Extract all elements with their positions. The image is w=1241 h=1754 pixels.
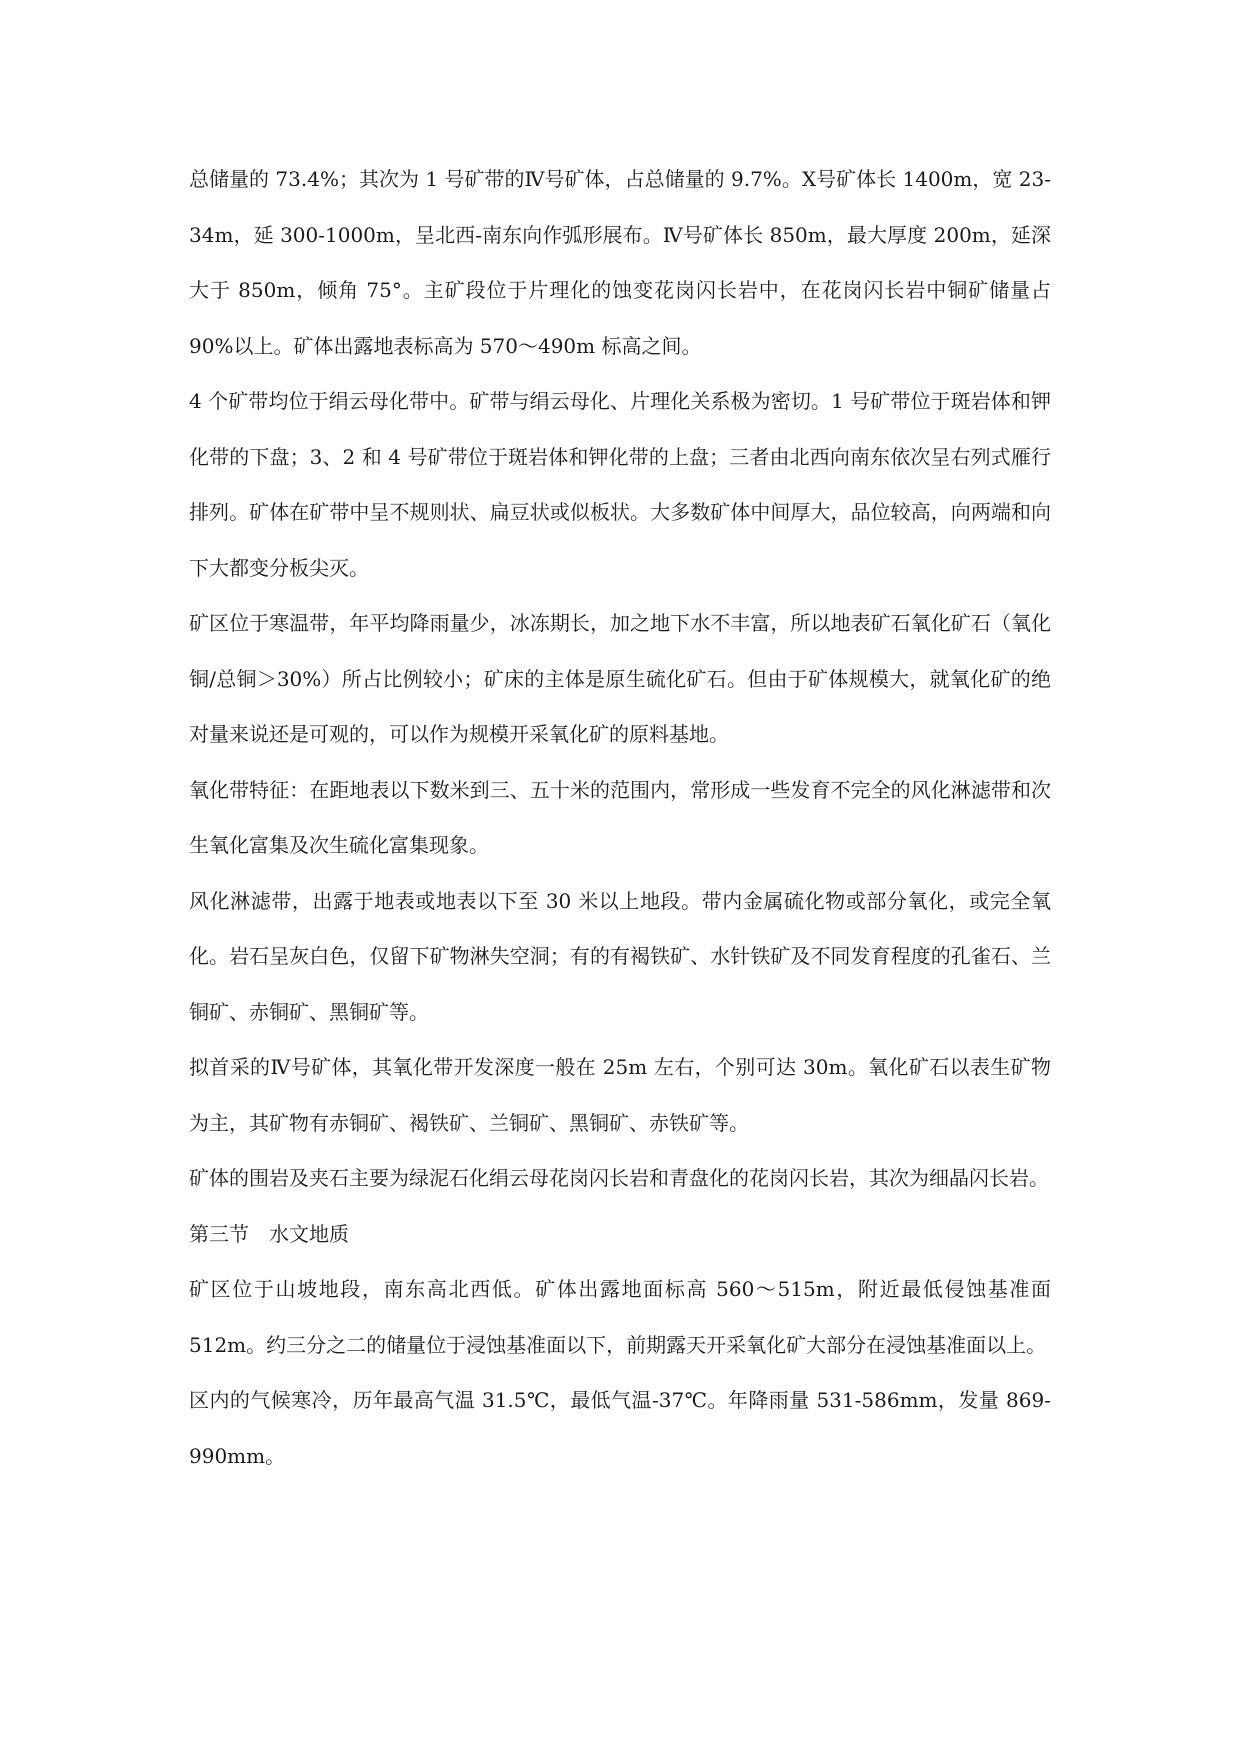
paragraph-first-mining-body: 拟首采的Ⅳ号矿体，其氧化带开发深度一般在 25m 左右，个别可达 30m。氧化矿石以表生矿物为主，其矿物有赤铜矿、褐铁矿、兰铜矿、黑铜矿、赤铁矿等。 bbox=[189, 1055, 1051, 1135]
paragraph-oxidation-features: 氧化带特征：在距地表以下数米到三、五十米的范围内，常形成一些发育不完全的风化淋滤带和次生氧化富集及次生硫化富集现象。 bbox=[189, 777, 1051, 857]
paragraph-wall-rock: 矿体的围岩及夹石主要为绿泥石化绢云母花岗闪长岩和青盘化的花岗闪长岩，其次为细晶闪长岩。 bbox=[189, 1166, 1049, 1190]
paragraph-ore-body-dimensions: 总储量的 73.4%；其次为 1 号矿带的Ⅳ号矿体，占总储量的 9.7%。Ⅹ号矿体长 1400m，宽 23-34m，延 300-1000m，呈北西-南东向作弧形展布。Ⅳ号矿体长 850m，最大厚度 200m，延深大于 850m，倾角 75°。主矿段位于片理化的蚀变花岗闪长岩中，在花岗闪长岩中铜矿储量占 90%以上。矿体出露地表标高为 570～490m 标高之间。 bbox=[189, 167, 1051, 358]
paragraph-weathering-zone: 风化淋滤带，出露于地表或地表以下至 30 米以上地段。带内金属硫化物或部分氧化，或完全氧化。岩石呈灰白色，仅留下矿物淋失空洞；有的有褐铁矿、水针铁矿及不同发育程度的孔雀石、兰铜矿、赤铜矿、黑铜矿等。 bbox=[189, 888, 1051, 1024]
paragraph-climate-oxidation: 矿区位于寒温带，年平均降雨量少，冰冻期长，加之地下水不丰富，所以地表矿石氧化矿石（氧化铜/总铜＞30%）所占比例较小；矿床的主体是原生硫化矿石。但由于矿体规模大，就氧化矿的绝对量来说还是可观的，可以作为规模开采氧化矿的原料基地。 bbox=[189, 611, 1051, 746]
paragraph-hydrogeology-terrain: 矿区位于山坡地段，南东高北西低。矿体出露地面标高 560～515m，附近最低侵蚀基准面 512m。约三分之二的储量位于浸蚀基准面以下，前期露天开采氧化矿大部分在浸蚀基准面以上。 bbox=[189, 1277, 1051, 1357]
paragraph-hydrogeology-climate: 区内的气候寒冷，历年最高气温 31.5℃，最低气温-37℃。年降雨量 531-586mm，发量 869-990mm。 bbox=[189, 1388, 1051, 1468]
body-text bbox=[189, 152, 1051, 1484]
section-heading: 第三节 水文地质 bbox=[189, 1221, 349, 1246]
paragraph-ore-belts: 4 个矿带均位于绢云母化带中。矿带与绢云母化、片理化关系极为密切。1 号矿带位于斑岩体和钾化带的下盘；3、2 和 4 号矿带位于斑岩体和钾化带的上盘；三者由北西向南东依次呈右列式雁行排列。矿体在矿带中呈不规则状、扁豆状或似板状。大多数矿体中间厚大，品位较高，向两端和向下大都变分板尖灭。 bbox=[189, 389, 1051, 580]
